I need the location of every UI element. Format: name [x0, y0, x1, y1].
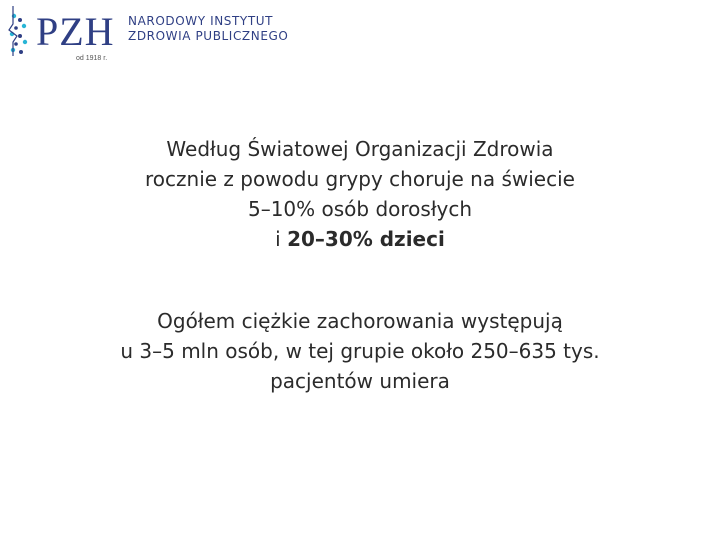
paragraph2-line2: u 3–5 mln osób, w tej grupie około 250–635 tys.: [120, 339, 600, 363]
logo-institute-name: [128, 14, 288, 44]
paragraph1-line2: rocznie z powodu grypy choruje na świecie: [145, 167, 575, 191]
pzh-logo: [6, 6, 296, 66]
paragraph-who-statistics: [0, 134, 720, 254]
paragraph1-line4: [0, 224, 720, 254]
paragraph2-line3: pacjentów umiera: [270, 369, 450, 393]
logo-mark: PZH: [36, 9, 115, 54]
paragraph-severe-cases: [0, 306, 720, 396]
logo-name-line1: NARODOWY INSTYTUT: [128, 14, 274, 28]
paragraph1-line4-bold: 20–30% dzieci: [287, 227, 445, 251]
paragraph1-line4-prefix: i: [275, 227, 288, 251]
paragraph1-line3: 5–10% osób dorosłych: [247, 197, 473, 221]
paragraph1-line1: Według Światowej Organizacji Zdrowia: [166, 137, 554, 161]
logo-since: od 1918 r.: [76, 55, 108, 62]
pulse-line-icon: [6, 6, 20, 56]
paragraph2-line1: Ogółem ciężkie zachorowania występują: [157, 309, 563, 333]
logo-name-line2: ZDROWIA PUBLICZNEGO: [128, 29, 289, 43]
